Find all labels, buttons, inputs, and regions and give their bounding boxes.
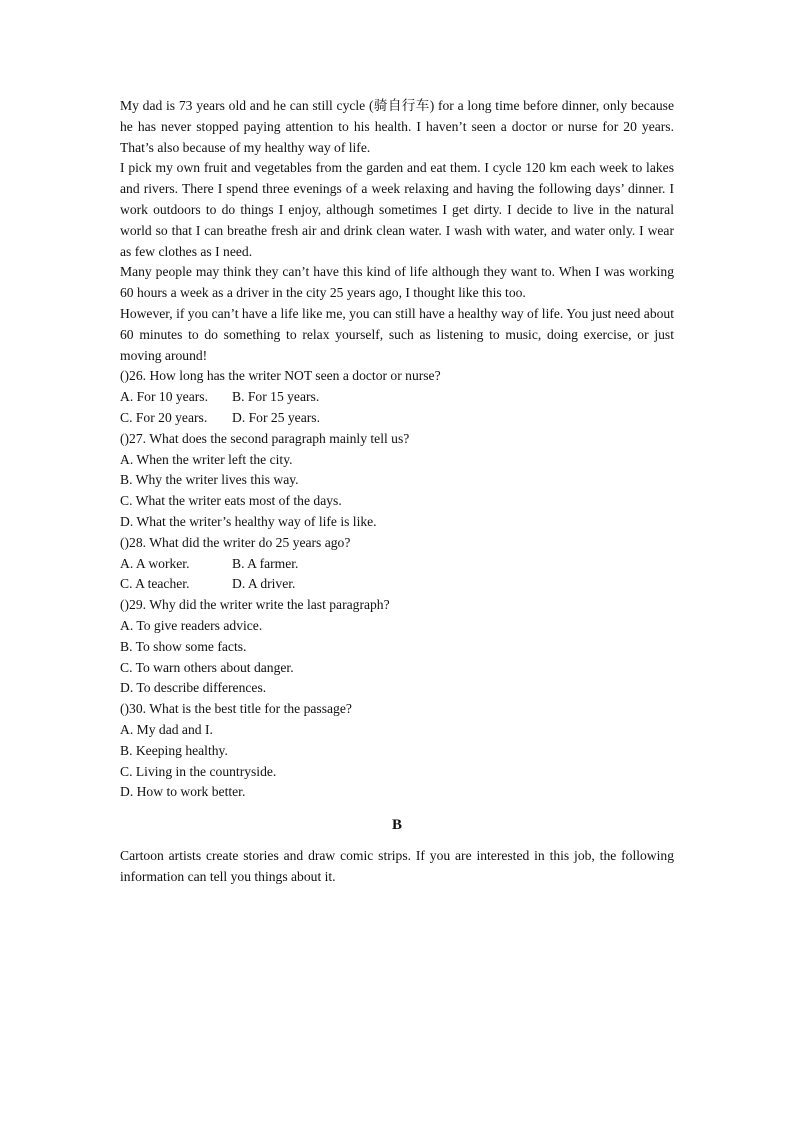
question-stem: ()27. What does the second paragraph mainly tell us? <box>120 430 410 446</box>
paragraph-4: However, if you can’t have a life like me, you can still have a healthy way of life. You just need about 60 minutes to do something to relax yourself, such as listening to music, doing exercise, or just moving around! <box>120 305 674 363</box>
option-b: B. For 15 years. <box>232 389 320 405</box>
option-a: A. My dad and I. <box>120 721 213 737</box>
option-a: A. To give readers advice. <box>120 617 263 633</box>
question-27 <box>120 429 674 533</box>
passage-a <box>120 96 674 366</box>
option-c: C. Living in the countryside. <box>120 763 277 779</box>
question-26 <box>120 366 674 428</box>
option-d: D. What the writer’s healthy way of life is like. <box>120 513 377 529</box>
question-stem: ()28. What did the writer do 25 years ago? <box>120 534 351 550</box>
document-page <box>120 96 674 887</box>
option-c: C. A teacher. <box>120 576 190 592</box>
option-row <box>120 574 674 595</box>
option-c: C. What the writer eats most of the days. <box>120 493 342 509</box>
option-a: A. When the writer left the city. <box>120 451 293 467</box>
option-row <box>120 554 674 575</box>
option-d: D. To describe differences. <box>120 680 267 696</box>
paragraph-3: Many people may think they can’t have this kind of life although they want to. When I was working 60 hours a week as a driver in the city 25 years ago, I thought like this too. <box>120 264 674 301</box>
section-title: B <box>391 817 402 834</box>
question-30 <box>120 699 674 803</box>
option-row <box>120 387 674 408</box>
option-b: B. To show some facts. <box>120 638 247 654</box>
section-b <box>120 815 674 887</box>
option-c: C. To warn others about danger. <box>120 659 294 675</box>
option-b: B. Keeping healthy. <box>120 742 228 758</box>
option-a: A. A worker. <box>120 555 190 571</box>
question-29 <box>120 595 674 699</box>
option-c: C. For 20 years. <box>120 409 208 425</box>
question-stem: ()30. What is the best title for the passage? <box>120 701 352 717</box>
paragraph-1: My dad is 73 years old and he can still cycle (骑自行车) for a long time before dinner, only because he has never stopped paying attention to his health. I haven’t seen a doctor or nurse for 20 years. That’s also because of my healthy way of life. <box>120 98 674 155</box>
option-a: A. For 10 years. <box>120 389 208 405</box>
option-b: B. Why the writer lives this way. <box>120 472 299 488</box>
option-d: D. For 25 years. <box>232 409 320 425</box>
paragraph-2: I pick my own fruit and vegetables from the garden and eat them. I cycle 120 km each week to lakes and rivers. There I spend three evenings of a week relaxing and having the following days’ dinner. I work outdoors to do things I enjoy, although sometimes I get dirty. I decide to live in the natural world so that I can breathe fresh air and drink clean water. I wash with water, and water only. I wear as few clothes as I need. <box>120 160 674 259</box>
question-stem: ()29. Why did the writer write the last paragraph? <box>120 597 390 613</box>
option-d: D. A driver. <box>232 576 296 592</box>
question-28 <box>120 533 674 595</box>
option-b: B. A farmer. <box>232 555 299 571</box>
question-stem: ()26. How long has the writer NOT seen a doctor or nurse? <box>120 368 441 384</box>
option-d: D. How to work better. <box>120 784 246 800</box>
option-row <box>120 408 674 429</box>
section-b-intro: Cartoon artists create stories and draw comic strips. If you are interested in this job, the following information can tell you things about it. <box>120 847 674 884</box>
